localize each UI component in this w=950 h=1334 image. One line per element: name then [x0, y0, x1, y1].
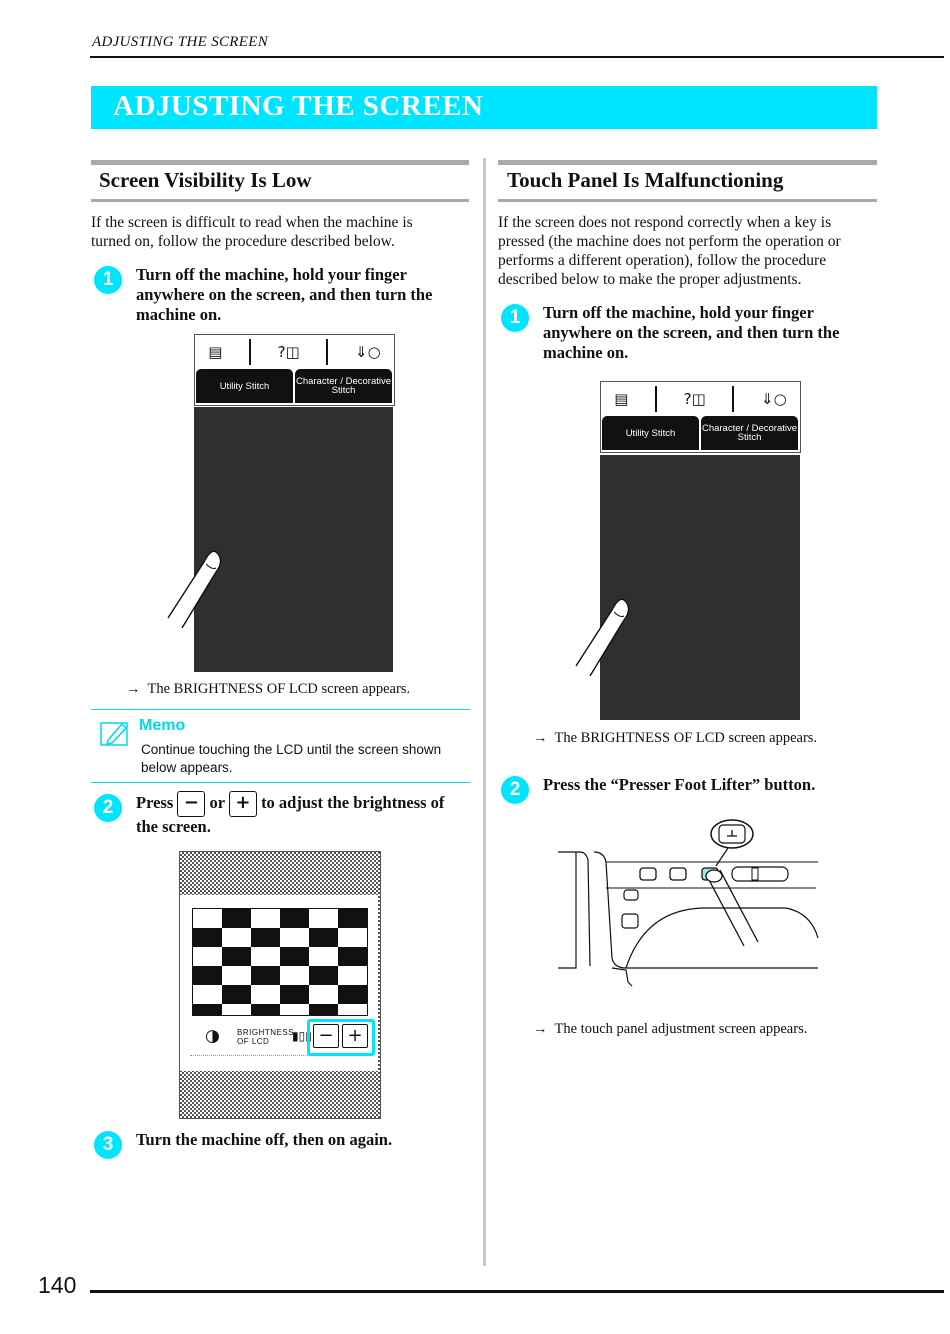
tab-label: Stitch — [737, 432, 762, 443]
step-2-text — [136, 791, 444, 837]
running-head: ADJUSTING THE SCREEN — [92, 34, 268, 50]
divider — [190, 1055, 366, 1057]
pattern-list-icon[interactable]: ▤ — [208, 343, 223, 361]
step-line: anywhere on the screen, and then turn the — [136, 285, 433, 304]
label-line: BRIGHTNESS — [237, 1028, 295, 1037]
memo-title: Memo — [139, 717, 186, 734]
settings-icon[interactable]: ⇓○ — [761, 390, 787, 408]
step-number-1: 1 — [501, 304, 529, 332]
column-divider — [483, 158, 486, 1266]
section-bar-bottom — [498, 199, 877, 202]
step-line: anywhere on the screen, and then turn the — [543, 323, 840, 342]
section-title-left: Screen Visibility Is Low — [99, 168, 312, 192]
finger-illustration — [160, 540, 230, 630]
lcd-icon-row — [195, 335, 394, 369]
pattern-list-icon[interactable]: ▤ — [614, 390, 629, 408]
tab-character-decorative[interactable] — [701, 416, 798, 450]
tab-label: Character / Decorative — [701, 423, 798, 434]
intro-line: described below to make the proper adjustments. — [498, 271, 802, 288]
intro-line: pressed (the machine does not perform the operation or — [498, 233, 841, 250]
settings-icon[interactable]: ⇓○ — [355, 343, 381, 361]
plus-key-icon: + — [229, 791, 257, 817]
level-indicator-icon: ▮▯▮ — [292, 1029, 312, 1043]
brightness-label — [237, 1028, 294, 1046]
step-1-text — [543, 303, 839, 363]
contrast-icon: ◑ — [205, 1026, 220, 1046]
step-word: Press — [136, 792, 174, 812]
brightness-minus-button[interactable]: − — [313, 1024, 339, 1048]
icon-separator — [249, 339, 251, 365]
result-left-1 — [126, 681, 410, 698]
tab-label: Character / Decorative — [295, 376, 392, 387]
page-title: ADJUSTING THE SCREEN — [113, 90, 484, 122]
intro-left — [91, 213, 413, 251]
tab-character-decorative[interactable] — [295, 369, 392, 403]
machine-control-panel-illustration — [556, 818, 821, 998]
step-number-2: 2 — [94, 794, 122, 822]
page-number: 140 — [38, 1272, 77, 1298]
step-line: Turn off the machine, hold your finger — [543, 303, 814, 322]
intro-line: performs a different operation), follow the procedure — [498, 252, 827, 269]
icon-separator — [732, 386, 734, 412]
memo-rule-top — [91, 709, 470, 710]
step-number-2: 2 — [501, 776, 529, 804]
help-machine-icon[interactable]: ?◫ — [277, 343, 300, 361]
tab-utility-stitch[interactable]: Utility Stitch — [196, 369, 293, 403]
help-machine-icon[interactable]: ?◫ — [683, 390, 706, 408]
minus-key-icon: − — [177, 791, 205, 817]
footer-rule — [90, 1290, 944, 1293]
step-word: to adjust the brightness of — [261, 792, 445, 812]
step-line: Turn off the machine, hold your finger — [136, 265, 407, 284]
step-line: the screen. — [136, 817, 211, 836]
intro-line: If the screen does not respond correctly when a key is — [498, 214, 832, 231]
result-right-1 — [533, 730, 817, 747]
intro-line: If the screen is difficult to read when the machine is — [91, 214, 413, 231]
section-bar-top — [498, 160, 877, 165]
tab-label: Stitch — [331, 385, 356, 396]
result-text: The touch panel adjustment screen appears. — [554, 1021, 808, 1037]
lcd-header — [600, 381, 801, 453]
section-bar-bottom — [91, 199, 469, 202]
memo-text — [141, 741, 441, 777]
section-title-right: Touch Panel Is Malfunctioning — [507, 168, 784, 192]
intro-line: turned on, follow the procedure described below. — [91, 233, 395, 250]
arrow-icon: → — [533, 1021, 548, 1037]
step-1-text — [136, 265, 432, 325]
result-text: The BRIGHTNESS OF LCD screen appears. — [554, 730, 818, 746]
lcd-icon-row — [601, 382, 800, 416]
memo-line: below appears. — [141, 760, 233, 775]
arrow-icon: → — [533, 730, 548, 746]
section-bar-top — [91, 160, 469, 165]
contrast-checkerboard — [192, 908, 368, 1016]
memo-line: Continue touching the LCD until the screen shown — [141, 742, 442, 757]
step-line: machine on. — [543, 343, 629, 362]
icon-separator — [326, 339, 328, 365]
step-number-3: 3 — [94, 1131, 122, 1159]
lcd-header — [194, 334, 395, 406]
header-rule — [90, 56, 944, 58]
memo-rule-bottom — [91, 782, 470, 783]
icon-separator — [655, 386, 657, 412]
tab-utility-stitch[interactable]: Utility Stitch — [602, 416, 699, 450]
intro-right — [498, 213, 841, 289]
brightness-plus-button[interactable]: + — [342, 1024, 368, 1048]
memo-pen-icon — [100, 720, 132, 748]
step-line: machine on. — [136, 305, 222, 324]
step-3-text: Turn the machine off, then on again. — [136, 1130, 393, 1149]
label-line: OF LCD — [237, 1037, 270, 1046]
result-right-2 — [533, 1021, 807, 1038]
finger-illustration — [568, 588, 638, 678]
arrow-icon: → — [126, 681, 141, 697]
step-word: or — [209, 792, 225, 812]
result-text: The BRIGHTNESS OF LCD screen appears. — [147, 681, 411, 697]
step-number-1: 1 — [94, 266, 122, 294]
step-2-text: Press the “Presser Foot Lifter” button. — [543, 775, 816, 794]
